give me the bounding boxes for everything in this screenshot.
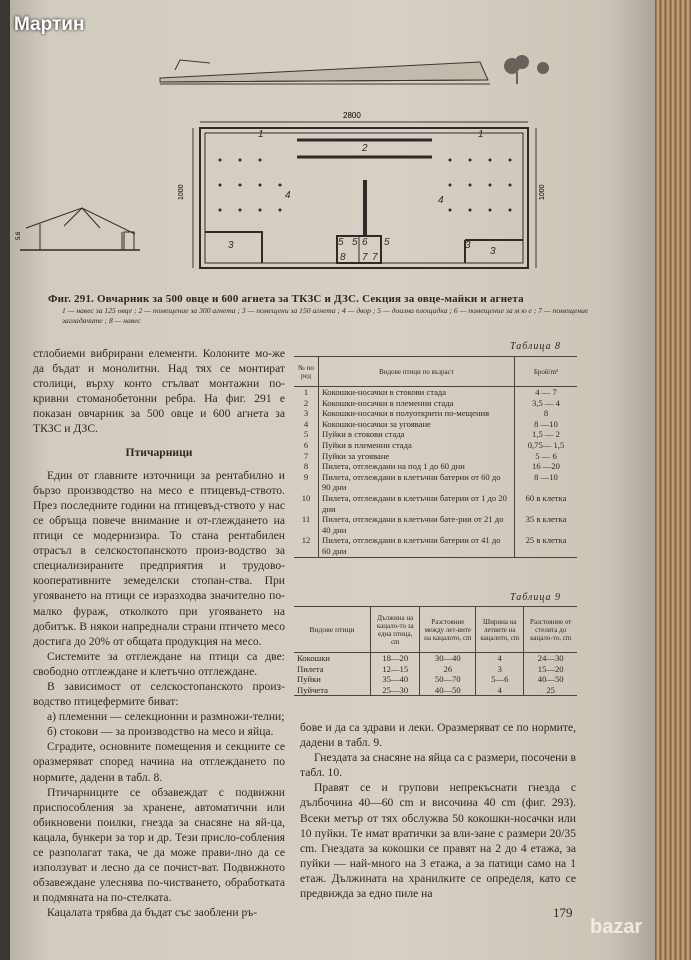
room-label: 3 xyxy=(465,240,471,251)
paragraph: бове и да са здрави и леки. Оразмеряват се по нормите, дадени в табл. 9. xyxy=(300,721,576,750)
table-cell: 2 xyxy=(303,397,309,408)
table9-label: Таблица 9 xyxy=(510,592,561,603)
dim-length: 2800 xyxy=(343,111,361,120)
table-cell: 7 xyxy=(303,450,309,461)
table-cell: Пуйки за угояване xyxy=(319,451,515,462)
table-cell: Пилета, отглеждани в клетъчни батерии от 41 до 60 дни xyxy=(319,535,515,557)
table-cell: 6 xyxy=(303,439,309,450)
table-row xyxy=(294,472,577,493)
table-cell: 4 xyxy=(476,653,524,664)
left-column xyxy=(33,346,285,920)
table-cell: 12—15 xyxy=(371,664,420,675)
table-cell: 35 в клетка xyxy=(515,514,578,535)
table-cell: 16 —20 xyxy=(515,461,578,472)
room-label: 4 xyxy=(285,190,291,201)
table-cell: Пуйчета xyxy=(297,684,328,695)
room-label: 6 xyxy=(362,237,368,248)
paragraph: Системите за отглеждане на птици са две: свободно отглеждане и клетъчно отглеждане. xyxy=(33,649,285,678)
paragraph: В зависимост от селскостопанското произ-водство птицефермите биват: xyxy=(33,679,285,709)
paragraph: Един от главните източници за рентабилно и бързо производство на месо е птицевъд-ството. През последните години на птицевъд-ството у нас се обръща повече внимание и от-глеждането на птици се модернизира. То стана рентабилен отрасъл в селскостопанското произ-водство за специализираните предприятия и трудово-кооперативните земеделски стопан-ства. При угояването на птици се изразходва значително по-малко фураж, отколкото при угояването на добитък. В някои напреднали страни птичето месо достига до 20% от общата продукция на месо. xyxy=(33,468,285,648)
table-cell: 5—6 xyxy=(476,674,524,685)
table-cell: 5 xyxy=(303,429,309,440)
table-cell: 8 xyxy=(515,408,578,419)
table-cell: 3,5 — 4 xyxy=(515,398,578,409)
table-9 xyxy=(294,606,577,696)
room-label: 1 xyxy=(258,129,264,140)
paragraph: Кацалата трябва да бъдат със заоблени ръ- xyxy=(47,906,258,920)
table-cell: Пилета xyxy=(297,663,324,674)
room-label: 2 xyxy=(362,143,368,154)
paragraph: Сградите, основните помещения и секциите се оразмеряват според начина на отглеждането по нормите, дадени в табл. 8. xyxy=(33,740,285,784)
table-cell: Пуйки в стокови стада xyxy=(319,429,515,440)
table-cell: 40—50 xyxy=(524,674,577,685)
table-row xyxy=(294,451,577,462)
watermark-logo: bazar xyxy=(590,916,643,938)
table-cell: 1 xyxy=(303,387,309,397)
room-label: 5 xyxy=(352,237,358,248)
figure-caption: Фиг. 291. Овчарник за 500 овце и 600 агнета за ТКЗС и ДЗС. Секция за овце-майки и агнета xyxy=(48,293,524,305)
table-cell: 4 — 7 xyxy=(515,387,578,398)
table-cell: 1,5 — 2 xyxy=(515,429,578,440)
seller-name[interactable]: Мартин xyxy=(14,14,85,35)
table-cell: 10 xyxy=(301,492,311,503)
table-cell: Кокошки-носачки в полуоткрити по-мещения xyxy=(319,408,515,419)
table-cell: 12 xyxy=(301,535,311,546)
section-heading: Птичарници xyxy=(125,445,193,459)
intro-paragraph: стлобиеми вибрирани елементи. Колоните мо-же да бъдат и монолитни. Над тях се монтират столици, върху конто стълват монтажни по-кривни стоманобетонни ребра. На фиг. 291 е показан овчарник за 500 овце и 600 агнета за ТКЗС и ДЗС. xyxy=(33,347,285,436)
table-row xyxy=(294,461,577,472)
room-label: 5 xyxy=(338,237,344,248)
table-cell: Кокошки-носачки в стокови стада xyxy=(319,387,515,398)
table-cell: Кокошки-носачки в племенни стада xyxy=(319,398,515,409)
table-cell: 60 в клетка xyxy=(515,493,578,514)
section-drawing xyxy=(20,208,140,250)
table-cell: Пуйки xyxy=(297,674,321,685)
room-label: 7 xyxy=(372,252,378,263)
room-label: 3 xyxy=(490,246,496,257)
table-8 xyxy=(294,356,577,558)
table-row xyxy=(294,653,577,664)
table-header: Видове птици xyxy=(294,607,371,653)
table-cell: 25 xyxy=(524,685,577,696)
table-cell: 3 xyxy=(303,408,309,419)
room-label: 7 xyxy=(362,252,368,263)
table-cell: 30—40 xyxy=(420,653,476,664)
paragraph: Правят се и групови непрекъснати гнезда с дълбочина 40—60 cm и височина 40 cm (фиг. 293). Всеки метър от тях обслужва 50 кокошки-носачки или 10 пуйки. Те имат вратички за вли-зане с размери 20/35 cm. Гнездата за кокошки се правят на 2 до 4 етажа, за пуйки — най-много на 3 етажа, а за патици само на 1 етаж. Дължината на хранилките се определя, като се предвижда за едно пиле на xyxy=(300,781,576,901)
table-row xyxy=(294,664,577,675)
table-row xyxy=(294,535,577,557)
table-cell: Пилета, отглеждани в клетъчни батерии от 1 до 20 дни xyxy=(319,493,515,514)
table-cell: 8 xyxy=(303,461,309,472)
table-header: Разстояние между лет-вите на кацалото, cm xyxy=(420,607,476,653)
table-cell: 35—40 xyxy=(371,674,420,685)
table-cell: 0,75— 1,5 xyxy=(515,440,578,451)
dim-depth: 1000 xyxy=(539,184,546,200)
table-cell: Кокошки-носачки за угояване xyxy=(319,419,515,430)
table-header: Ширина на летвите на кацалото, cm xyxy=(476,607,524,653)
table-cell: 26 xyxy=(420,664,476,675)
table-cell: Кокошки xyxy=(297,653,331,663)
figure-291 xyxy=(0,0,691,290)
dim-height: 5.6 xyxy=(16,231,22,240)
table-cell: Пуйки в племенни стада xyxy=(319,440,515,451)
table-header: Брой/m² xyxy=(515,357,578,387)
table-header: Дължина на кацало-то за една птица, cm xyxy=(371,607,420,653)
table-cell: 9 xyxy=(303,471,309,482)
room-label: 3 xyxy=(228,240,234,251)
table-cell: 11 xyxy=(301,514,311,525)
table-cell: Пилета, отглеждани в клетъчни бате-рии от 21 до 40 дни xyxy=(319,514,515,535)
table-row xyxy=(294,440,577,451)
table-header: № по ред xyxy=(294,357,319,387)
table-row xyxy=(294,419,577,430)
table-cell: 24—30 xyxy=(524,653,577,664)
table-header: Разстояние от стелята до кацало-то, cm xyxy=(524,607,577,653)
page-number: 179 xyxy=(553,905,573,920)
paragraph: а) племенни — селекционни и размножи-телни; xyxy=(47,710,285,724)
dim-width: 1000 xyxy=(178,184,185,200)
table-row xyxy=(294,685,577,696)
trees xyxy=(504,55,549,84)
table-cell: Пилета, отглеждани в клетъчни батерии от 60 до 90 дни xyxy=(319,472,515,493)
figure-legend: 1 — навес за 125 овце ; 2 — помещение за 300 агнета ; 3 — помещени за 150 агнета ; 4 — двор ; 5 — доилна площадка ; 6 — помещение за м ю е ; 7 — помещение загладачите ; 8 — навес xyxy=(62,306,589,325)
room-label: 4 xyxy=(438,195,444,206)
table-cell: 8 —10 xyxy=(515,419,578,430)
table-row xyxy=(294,429,577,440)
table-row xyxy=(294,493,577,514)
right-column xyxy=(300,720,576,901)
table-cell: 4 xyxy=(476,685,524,696)
table8-label: Таблица 8 xyxy=(510,341,561,352)
table-cell: 15—20 xyxy=(524,664,577,675)
table-row xyxy=(294,514,577,535)
paragraph: Птичарниците се обзавеждат с подвижни приспособления за хранене, автоматични или обикновени поилки, гнезда за снасяне на яй-ца, кацала, бункери за тор и др. Тези присло-собления се разполагат така, че да може прави-лно да се използуват и лесно да се почист-ват. Подвижното обзавеждане улеснява по-чистването, обработката и подмяната на по-стелката. xyxy=(33,785,285,905)
table-cell: Пилета, отглеждани на под 1 до 60 дни xyxy=(319,461,515,472)
table-row xyxy=(294,408,577,419)
table-cell: 40—50 xyxy=(420,685,476,696)
table-cell: 8 —10 xyxy=(515,472,578,493)
table-row xyxy=(294,398,577,409)
room-label: 8 xyxy=(340,252,346,263)
table-cell: 50—70 xyxy=(420,674,476,685)
room-label: 5 xyxy=(384,237,390,248)
table-header: Видове птици по възраст xyxy=(319,357,515,387)
table-row xyxy=(294,387,577,398)
table-cell: 25—30 xyxy=(371,685,420,696)
paragraph: б) стокови — за производство на месо и яйца. xyxy=(47,725,274,739)
table-cell: 4 xyxy=(303,418,309,429)
room-label: 1 xyxy=(478,129,484,140)
table-row xyxy=(294,674,577,685)
table-cell: 25 в клетка xyxy=(515,535,578,557)
table-cell: 18—20 xyxy=(371,653,420,664)
table-cell: 3 xyxy=(476,664,524,675)
paragraph: Гнездата за снасяне на яйца са с размери, посочени в табл. 10. xyxy=(300,751,576,780)
table-cell: 5 — 6 xyxy=(515,451,578,462)
